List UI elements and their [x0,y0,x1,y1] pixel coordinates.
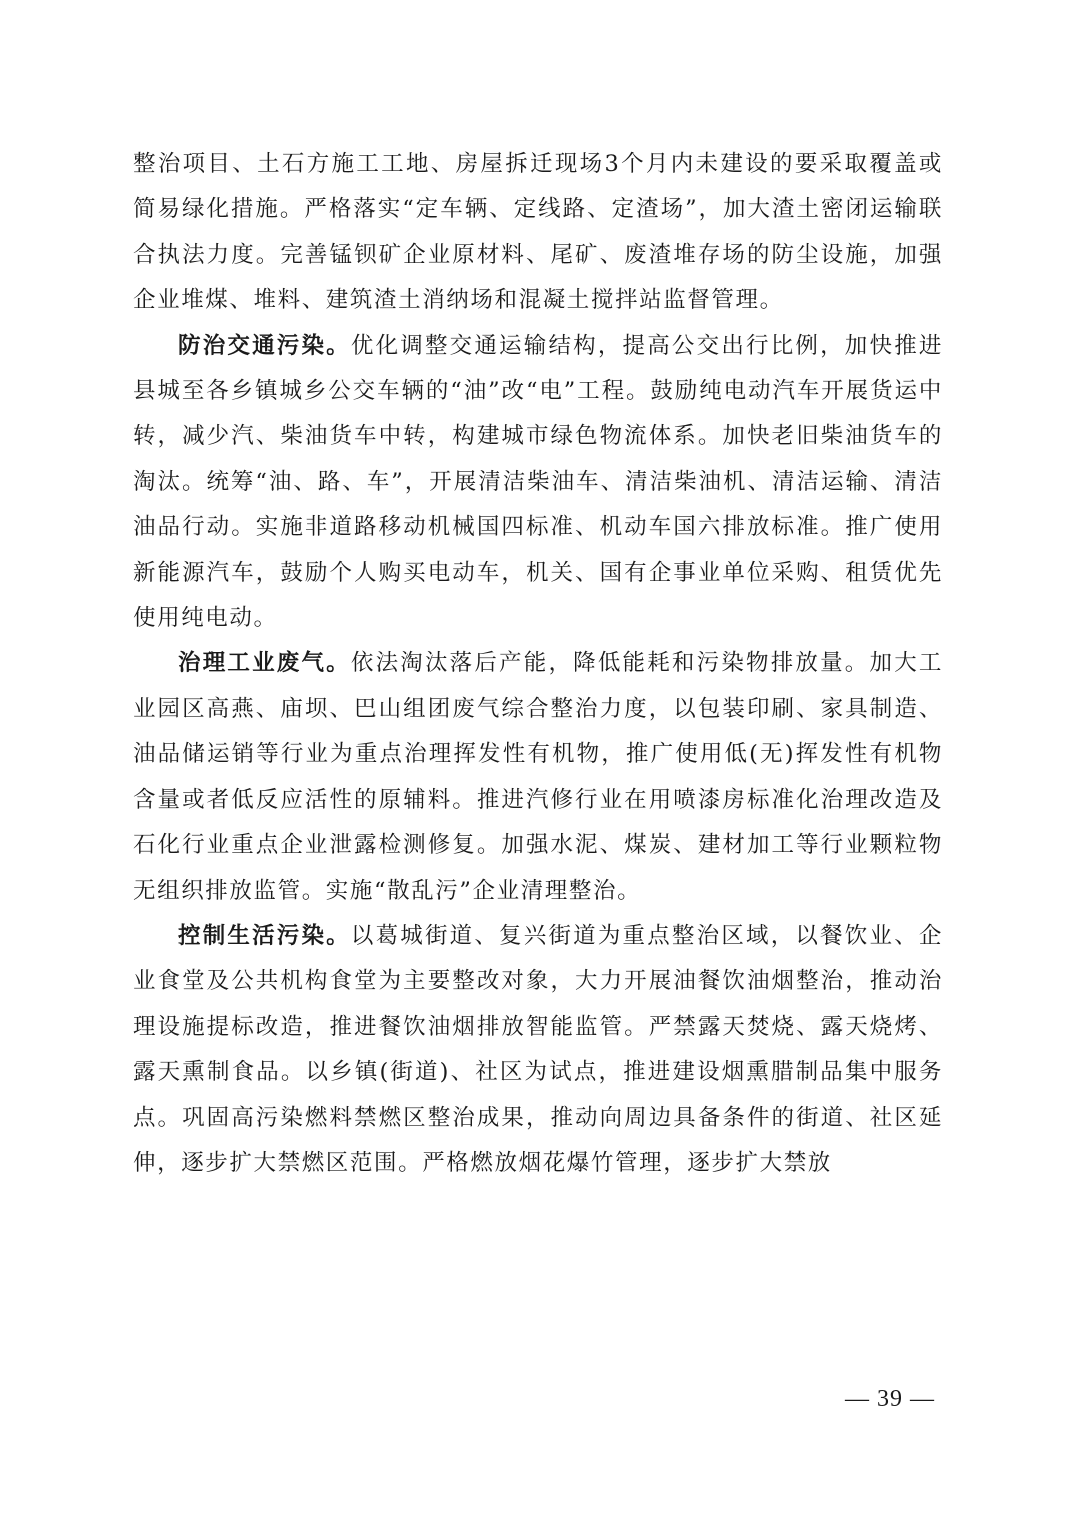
paragraph-text: 依法淘汰落后产能，降低能耗和污染物排放量。加大工业园区高燕、庙坝、巴山组团废气综合整治力度，以包装印刷、家具制造、油品储运销等行业为重点治理挥发性有机物，推广使用低(无)挥发性有机物含量或者低反应活性的原辅料。推进汽修行业在用喷漆房标准化治理改造及石化行业重点企业泄露检测修复。加强水泥、煤炭、建材加工等行业颗粒物无组织排放监管。实施“散乱污”企业清理整治。 [133,650,943,904]
paragraph-industrial-exhaust [133,641,943,913]
paragraph-domestic-pollution [133,914,943,1186]
page-number: — 39 — [845,1386,935,1412]
paragraph-continuation [133,142,943,324]
paragraph-heading: 控制生活污染。 [178,922,351,949]
paragraph-text: 以葛城街道、复兴街道为重点整治区域，以餐饮业、企业食堂及公共机构食堂为主要整改对象，大力开展油餐饮油烟整治，推动治理设施提标改造，推进餐饮油烟排放智能监管。严禁露天焚烧、露天烧烤、露天熏制食品。以乡镇(街道)、社区为试点，推进建设烟熏腊制品集中服务点。巩固高污染燃料禁燃区整治成果，推动向周边具备条件的街道、社区延伸，逐步扩大禁燃区范围。严格燃放烟花爆竹管理，逐步扩大禁放 [133,922,943,1176]
paragraph-heading: 防治交通污染。 [178,332,351,359]
paragraph-heading: 治理工业废气。 [178,650,351,677]
paragraph-text: 整治项目、土石方施工工地、房屋拆迁现场3个月内未建设的要采取覆盖或简易绿化措施。严格落实“定车辆、定线路、定渣场”，加大渣土密闭运输联合执法力度。完善锰钡矿企业原材料、尾矿、废渣堆存场的防尘设施，加强企业堆煤、堆料、建筑渣土消纳场和混凝土搅拌站监督管理。 [133,151,943,314]
paragraph-text: 优化调整交通运输结构，提高公交出行比例，加快推进县城至各乡镇城乡公交车辆的“油”改“电”工程。鼓励纯电动汽车开展货运中转，减少汽、柴油货车中转，构建城市绿色物流体系。加快老旧柴油货车的淘汰。统筹“油、路、车”，开展清洁柴油车、清洁柴油机、清洁运输、清洁油品行动。实施非道路移动机械国四标准、机动车国六排放标准。推广使用新能源汽车，鼓励个人购买电动车，机关、国有企事业单位采购、租赁优先使用纯电动。 [133,332,943,632]
paragraph-traffic-pollution [133,324,943,642]
body-text [133,142,943,1186]
